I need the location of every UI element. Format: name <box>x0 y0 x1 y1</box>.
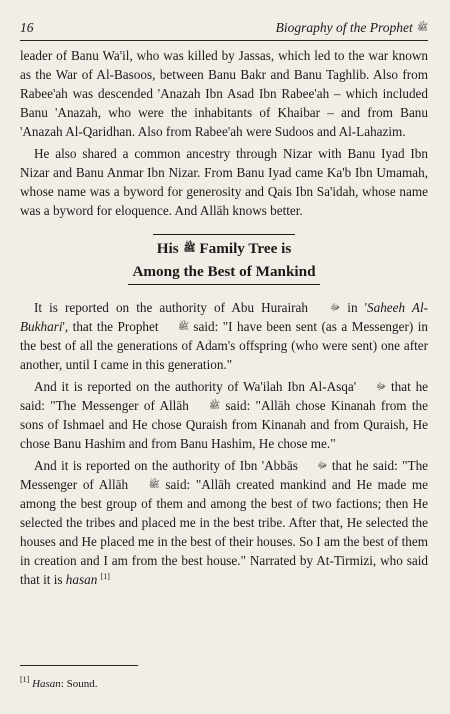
seal-icon: ﷺ <box>148 479 160 489</box>
paragraph-5 <box>20 456 428 589</box>
seal-icon: ﷻ <box>317 460 328 470</box>
page-header <box>20 14 428 36</box>
running-title-text: Biography of the Prophet <box>275 20 413 35</box>
text-span: in ' <box>347 300 367 315</box>
seal-icon: ﷺ <box>209 400 220 410</box>
text-span: And it is reported on the authority of Ibn 'Abbās <box>34 458 298 473</box>
paragraph-4 <box>20 377 428 453</box>
text-span: ', that the Prophet <box>62 319 159 334</box>
source-title: Saheeh Al-Bukhari <box>20 300 429 334</box>
header-divider <box>20 40 428 41</box>
paragraph-3 <box>20 298 428 374</box>
main-text <box>20 46 428 589</box>
paragraph-1: leader of Banu Wa'il, who was killed by Jassas, which led to the war known as the War of Al-Basoos, between Banu Bakr and Banu Taghlib. Also from Rabee'ah was descended 'Anazah Ibn Asad Ibn Rabee'ah – which included Banu 'Anazah, who were the inhabitants of Khaibar – and from Banu 'Anazah Al-Qaridhan. Also from Rabee'ah were Sudoos and Al-Lahazim. <box>20 48 428 139</box>
seal-icon: ﷻ <box>330 302 341 312</box>
footnote-ref[interactable]: [1] <box>100 572 110 581</box>
footnote-definition: : Sound. <box>60 678 98 690</box>
footnote-term: Hasan <box>32 678 61 690</box>
text-span: said: "Allāh chose Kinanah from the sons of Ishmael and He chose Quraish from Kinanah and from Quraish, He chose Banu Hashim and from Banu Hashim, He chose me." <box>20 398 428 451</box>
footnote-divider <box>20 665 138 666</box>
heading-text-a: His <box>156 240 179 257</box>
page-number: 16 <box>20 20 34 35</box>
seal-icon: ﷺ <box>178 321 189 331</box>
footnote <box>20 675 98 690</box>
text-span: It is reported on the authority of Abu Hurairah <box>34 300 308 315</box>
text-span: said: "Allāh created mankind and He made me among the best group of them and among the best of two factions; then He selected the tribes and placed me in the best tribe. After that, He selected the houses and He placed me in the best of their houses. So I am the best of them in creation and I am from the best house." Narrated by At-Tirmizi, who said that it is <box>20 477 429 587</box>
heading-text-b: Family Tree is <box>199 240 292 257</box>
text-span: that he said: "The Messenger of Allāh <box>20 379 429 413</box>
seal-icon: ﷻ <box>375 381 387 391</box>
heading-line-2: Among the Best of Mankind <box>128 260 319 285</box>
running-title <box>276 20 428 36</box>
seal-icon: ﷺ <box>417 22 428 32</box>
grading-term: hasan <box>65 572 98 587</box>
paragraph-2: He also shared a common ancestry through Nizar with Banu Iyad Ibn Nizar and Banu Anmar Ibn Nizar. From Banu Iyad came Ka'b Ibn Umamah, whose name was a byword for generosity and Qais Ibn Sa'idah, whose name was a byword for eloquence. And Allāh knows better. <box>20 146 428 218</box>
footnote-marker: [1] <box>20 675 30 684</box>
heading-line-1 <box>153 234 296 260</box>
text-span: that he said: "The Messenger of Allāh <box>20 458 429 492</box>
text-span: And it is reported on the authority of Wa'ilah Ibn Al-Asqa' <box>34 379 357 394</box>
section-heading <box>20 234 428 285</box>
text-span: said: "I have been sent (as a Messenger) in the best of all the generations of Adam's offspring (who were sent) one after another, until I came in this generation." <box>20 319 428 372</box>
seal-icon: ﷺ <box>183 243 196 254</box>
